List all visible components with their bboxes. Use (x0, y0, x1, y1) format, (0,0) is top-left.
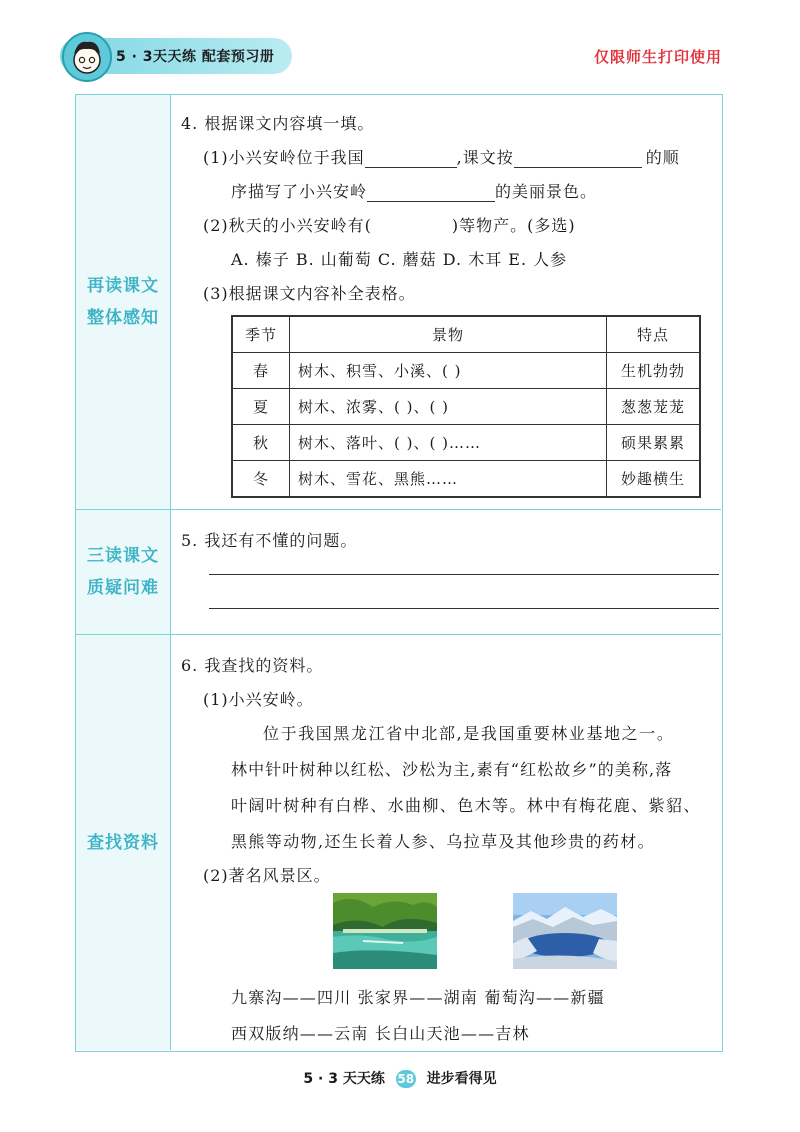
table-cell: 秋 (232, 425, 290, 461)
tianchi-photo (513, 893, 617, 969)
question-4-title: 4. 根据课文内容填一填。 (181, 114, 375, 133)
table-row (232, 425, 700, 461)
table-cell: 夏 (232, 389, 290, 425)
section-label-line1: 再读课文 (87, 276, 159, 296)
table-cell-fill[interactable]: 树木、积雪、小溪、( ) (290, 353, 607, 389)
section-content (181, 635, 711, 1050)
table-cell: 冬 (232, 461, 290, 498)
print-notice: 仅限师生打印使用 (593, 48, 722, 66)
info-paragraph-line: 叶阔叶树种有白桦、水曲柳、色木等。林中有梅花鹿、紫貂、 (231, 796, 701, 815)
table-row (232, 353, 700, 389)
text-segment: 的顺 (645, 148, 680, 167)
info-paragraph-line: 林中针叶树种以红松、沙松为主,素有“红松故乡”的美称,落 (231, 760, 673, 779)
table-cell: 树木、雪花、黑熊…… (290, 461, 607, 498)
section-label-line1: 查找资料 (87, 832, 159, 853)
table-cell: 生机勃勃 (607, 353, 701, 389)
table-header: 景物 (290, 316, 607, 353)
table-cell: 葱葱茏茏 (607, 389, 701, 425)
table-row (232, 389, 700, 425)
section-third-read (76, 510, 721, 635)
section-content (181, 95, 711, 509)
answer-line[interactable] (209, 608, 719, 609)
question-6-title: 6. 我查找的资料。 (181, 656, 324, 675)
question-5-title: 5. 我还有不懂的问题。 (181, 531, 358, 550)
table-cell: 硕果累累 (607, 425, 701, 461)
fill-blank-seasons[interactable] (367, 183, 495, 202)
exercise-frame (75, 94, 723, 1052)
table-cell: 春 (232, 353, 290, 389)
table-header: 季节 (232, 316, 290, 353)
scenic-places-line2: 西双版纳——云南 长白山天池——吉林 (231, 1024, 530, 1043)
table-row (232, 461, 700, 498)
section-label (76, 510, 171, 634)
table-header-row (232, 316, 700, 353)
text-segment: ,课文按 (456, 148, 514, 167)
text-segment: 的美丽景色。 (495, 182, 598, 201)
section-label-line2: 整体感知 (87, 308, 159, 328)
fill-blank-order[interactable] (514, 149, 642, 168)
question-6-1: (1)小兴安岭。 (203, 690, 314, 709)
text-segment: (1)小兴安岭位于我国 (203, 148, 365, 167)
page-footer (0, 1068, 800, 1098)
table-cell-fill[interactable]: 树木、浓雾、( )、( ) (290, 389, 607, 425)
series-title: 5 · 3天天练 配套预习册 (116, 49, 275, 65)
info-paragraph-line: 位于我国黑龙江省中北部,是我国重要林业基地之一。 (263, 724, 675, 743)
table-cell-fill[interactable]: 树木、落叶、( )、( )…… (290, 425, 607, 461)
page-header (0, 0, 800, 90)
table-header: 特点 (607, 316, 701, 353)
question-4-1-line1 (203, 145, 680, 168)
section-label (76, 95, 171, 509)
section-research (76, 635, 721, 1050)
question-4-3: (3)根据课文内容补全表格。 (203, 284, 416, 303)
section-label-line1: 三读课文 (87, 546, 159, 566)
section-reread (76, 95, 721, 510)
text-segment: 序描写了小兴安岭 (231, 182, 368, 201)
page-number: 58 (397, 1072, 415, 1086)
table-cell: 妙趣横生 (607, 461, 701, 498)
info-paragraph-line: 黑熊等动物,还生长着人参、乌拉草及其他珍贵的药材。 (231, 832, 656, 851)
footer-series: 5 · 3 天天练 (303, 1071, 385, 1087)
text-segment: (2)秋天的小兴安岭有( (203, 216, 372, 235)
season-table (231, 315, 701, 498)
question-4-2-options: A. 榛子 B. 山葡萄 C. 蘑菇 D. 木耳 E. 人参 (231, 250, 568, 269)
answer-line[interactable] (209, 574, 719, 575)
question-6-2: (2)著名风景区。 (203, 866, 331, 885)
section-label (76, 635, 171, 1050)
section-label-line2: 质疑问难 (87, 578, 159, 598)
mascot-logo-icon (62, 32, 112, 82)
text-segment: )等物产。(多选) (451, 216, 576, 235)
section-content (181, 510, 711, 634)
question-4-2 (203, 213, 576, 236)
jiuzhaigou-photo (333, 893, 437, 969)
scenic-places-line1: 九寨沟——四川 张家界——湖南 葡萄沟——新疆 (231, 988, 605, 1007)
footer-slogan: 进步看得见 (426, 1071, 497, 1087)
question-4-1-line2 (231, 179, 597, 202)
fill-blank-location[interactable] (365, 149, 457, 168)
